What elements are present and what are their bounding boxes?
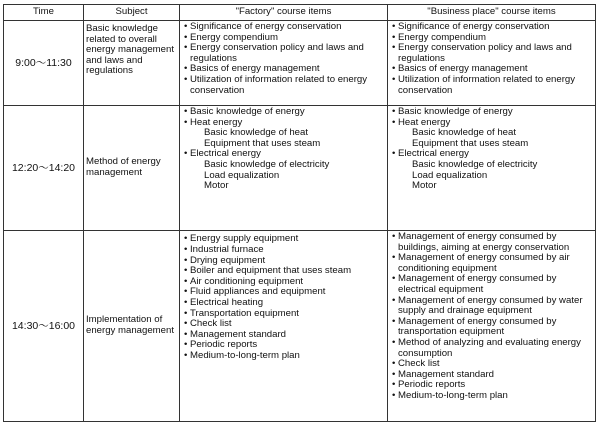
- list-item: • Drying equipment: [182, 256, 385, 267]
- list-item: • Management of energy consumed by buildings, aiming at energy conservation: [390, 232, 593, 253]
- header-factory: "Factory" course items: [180, 5, 388, 21]
- table-row: [4, 106, 596, 231]
- course-table: [3, 4, 596, 422]
- list-item: • Electrical heating: [182, 298, 385, 309]
- header-business: "Business place" course items: [388, 5, 596, 21]
- subject-cell: Implementation of energy management: [84, 231, 180, 422]
- list-item: • Management of energy consumed by electrical equipment: [390, 274, 593, 295]
- list-item: • Energy compendium: [390, 33, 593, 44]
- table-row: [4, 21, 596, 106]
- business-items-cell: [388, 106, 596, 231]
- list-item: • Management of energy consumed by transportation equipment: [390, 317, 593, 338]
- subject-cell: Basic knowledge related to overall energy management and laws and regulations: [84, 21, 180, 106]
- sub-item: Basic knowledge of electricity: [412, 158, 538, 170]
- header-row: [4, 5, 596, 21]
- list-item: • Basics of energy management: [182, 64, 385, 75]
- list-item: • Boiler and equipment that uses steam: [182, 266, 385, 277]
- business-items-cell: [388, 231, 596, 422]
- header-time: Time: [4, 5, 84, 21]
- list-item: • Energy conservation policy and laws and regulations: [182, 43, 385, 64]
- subject-cell: Method of energy management: [84, 106, 180, 231]
- list-item: • Significance of energy conservation: [182, 22, 385, 33]
- header-subject: Subject: [84, 5, 180, 21]
- factory-items-cell: [180, 231, 388, 422]
- list-item: • Basics of energy management: [390, 64, 593, 75]
- list-item: • Electrical energy: [182, 149, 385, 160]
- sub-item: Motor: [204, 180, 229, 192]
- list-item: • Transportation equipment: [182, 309, 385, 320]
- course-schedule: [3, 4, 595, 422]
- list-item: • Significance of energy conservation: [390, 22, 593, 33]
- list-item: • Energy supply equipment: [182, 234, 385, 245]
- list-item: • Periodic reports: [390, 380, 593, 391]
- factory-items-cell: [180, 106, 388, 231]
- time-cell: 12:20〜14:20: [4, 106, 84, 231]
- list-item: • Periodic reports: [182, 340, 385, 351]
- list-item: • Management of energy consumed by air conditioning equipment: [390, 253, 593, 274]
- time-cell: 14:30〜16:00: [4, 231, 84, 422]
- list-item: • Method of analyzing and evaluating energy consumption: [390, 338, 593, 359]
- list-item: • Air conditioning equipment: [182, 277, 385, 288]
- list-item: • Electrical energy: [390, 149, 593, 160]
- list-item: • Basic knowledge of energy: [182, 107, 385, 118]
- list-item: • Utilization of information related to energy conservation: [390, 75, 593, 96]
- factory-items-cell: [180, 21, 388, 106]
- table-row: [4, 231, 596, 422]
- sub-item: Load equalization: [204, 169, 280, 181]
- list-item: • Management standard: [182, 330, 385, 341]
- list-item: • Heat energy: [182, 118, 385, 129]
- list-item: • Basic knowledge of energy: [390, 107, 593, 118]
- sub-item: Motor: [412, 180, 437, 192]
- list-item: • Management of energy consumed by water supply and drainage equipment: [390, 296, 593, 317]
- sub-item: Load equalization: [412, 169, 488, 181]
- sub-item: Basic knowledge of heat: [412, 127, 516, 139]
- list-item: • Medium-to-long-term plan: [390, 391, 593, 402]
- sub-item: Equipment that uses steam: [204, 137, 321, 149]
- list-item: • Heat energy: [390, 118, 593, 129]
- business-items-cell: [388, 21, 596, 106]
- list-item: • Check list: [182, 319, 385, 330]
- list-item: • Industrial furnace: [182, 245, 385, 256]
- list-item: • Check list: [390, 359, 593, 370]
- list-item: • Utilization of information related to energy conservation: [182, 75, 385, 96]
- list-item: • Energy conservation policy and laws and regulations: [390, 43, 593, 64]
- list-item: • Energy compendium: [182, 33, 385, 44]
- list-item: • Medium-to-long-term plan: [182, 351, 385, 362]
- sub-item: Basic knowledge of electricity: [204, 158, 330, 170]
- list-item: • Fluid appliances and equipment: [182, 287, 385, 298]
- list-item: • Management standard: [390, 370, 593, 381]
- sub-item: Equipment that uses steam: [412, 137, 529, 149]
- sub-item: Basic knowledge of heat: [204, 127, 308, 139]
- time-cell: 9:00〜11:30: [4, 21, 84, 106]
